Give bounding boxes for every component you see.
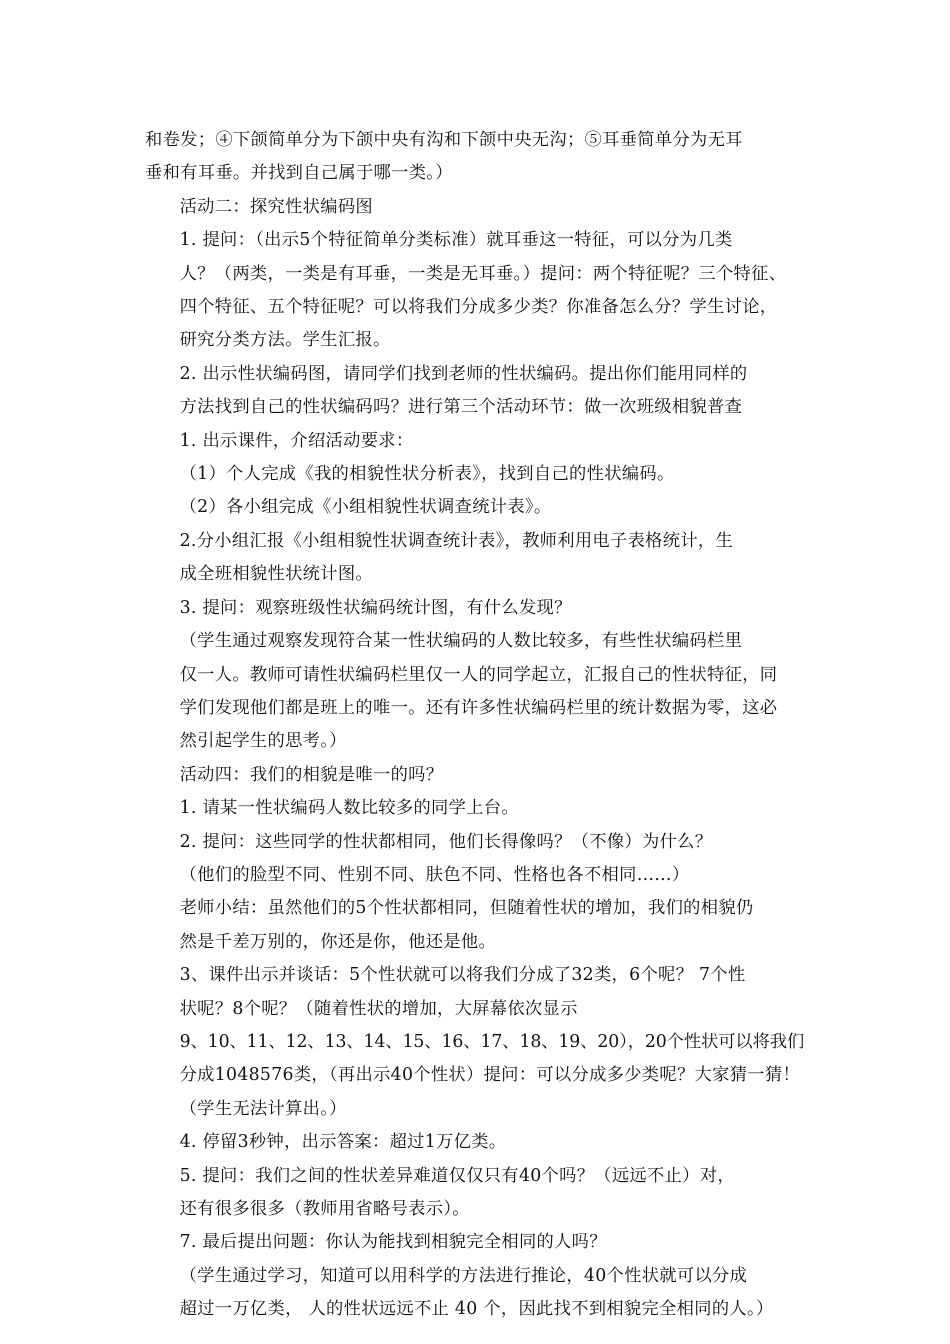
text-line: （学生通过学习，知道可以用科学的方法进行推论，40个性状就可以分成: [179, 1265, 748, 1286]
paragraph: [145, 358, 810, 425]
paragraph: [145, 1260, 810, 1327]
paragraph: [145, 592, 810, 625]
text-line: 超过一万亿类， 人的性状远远不止 40 个，因此找不到相貌完全相同的人。）: [179, 1299, 774, 1320]
text-line: 仅一人。教师可请性状编码栏里仅一人的同学起立，汇报自己的性状特征，同: [179, 664, 778, 685]
text-line: 四个特征、五个特征呢？可以将我们分成多少类？你准备怎么分？学生讨论，: [179, 297, 778, 318]
paragraph: [145, 1226, 810, 1259]
text-line: 还有很多很多（教师用省略号表示）。: [179, 1199, 470, 1219]
text-line: 活动二：探究性状编码图: [179, 196, 373, 217]
text-line: 老师小结：虽然他们的5个性状都相同，但随着性状的增加，我们的相貌仍: [179, 898, 754, 919]
paragraph: [145, 491, 810, 524]
text-line: （1）个人完成《我的相貌性状分析表》，找到自己的性状编码。: [179, 464, 675, 485]
text-line: 7. 最后提出问题：你认为能找到相貌完全相同的人吗？: [179, 1232, 607, 1253]
text-line: 9、10、11、12、13、14、15、16、17、18、19、20），20个性状可以将我们: [179, 1031, 805, 1052]
text-line: （2）各小组完成《小组相貌性状调查统计表》。: [179, 497, 552, 518]
paragraph: [145, 959, 810, 1126]
text-line: 和卷发；④下颌简单分为下颌中央有沟和下颌中央无沟；⑤耳垂简单分为无耳: [145, 130, 743, 150]
document-body: [145, 124, 810, 1327]
text-line: （学生无法计算出。）: [179, 1098, 347, 1119]
text-line: 研究分类方法。学生汇报。: [179, 330, 391, 351]
text-line: 状呢？8个呢？（随着性状的增加，大屏幕依次显示: [179, 998, 578, 1019]
text-line: 方法找到自己的性状编码吗？进行第三个活动环节：做一次班级相貌普查: [179, 397, 743, 418]
document-page: [145, 124, 810, 1327]
text-line: 3、课件出示并谈话：5个性状就可以将我们分成了32类，6个呢？ 7个性: [179, 965, 746, 986]
text-line: 人？（两类，一类是有耳垂，一类是无耳垂。）提问：两个特征呢？三个特征、: [179, 263, 787, 284]
paragraph: [145, 826, 810, 859]
text-line: 3. 提问：观察班级性状编码统计图，有什么发现？: [179, 597, 572, 618]
paragraph: [145, 458, 810, 491]
text-line: 1. 提问：（出示5个特征简单分类标准）就耳垂这一特征，可以分为几类: [179, 230, 733, 251]
text-line: 活动四：我们的相貌是唯一的吗？: [179, 764, 444, 785]
text-line: 学们发现他们都是班上的唯一。还有许多性状编码栏里的统计数据为零，这必: [179, 697, 778, 718]
paragraph: [145, 1126, 810, 1159]
text-line: 2.分小组汇报《小组相貌性状调查统计表》，教师利用电子表格统计，生: [179, 530, 734, 551]
text-line: 4. 停留3秒钟，出示答案：超过1万亿类。: [179, 1132, 507, 1153]
paragraph: [145, 425, 810, 458]
paragraph: [145, 224, 810, 358]
text-line: 2. 出示性状编码图，请同学们找到老师的性状编码。提出你们能用同样的: [179, 363, 748, 384]
text-line: 2. 提问：这些同学的性状都相同，他们长得像吗？（不像）为什么？: [179, 831, 713, 852]
text-line: 垂和有耳垂。并找到自己属于哪一类。）: [145, 163, 453, 184]
paragraph: [145, 859, 810, 892]
text-line: 5. 提问：我们之间的性状差异难道仅仅只有40个吗？（远远不止）对，: [179, 1165, 735, 1186]
text-line: 成全班相貌性状统计图。: [179, 564, 373, 585]
text-line: （他们的脸型不同、性别不同、肤色不同、性格也各不相同……）: [179, 864, 690, 885]
paragraph: [145, 625, 810, 759]
text-line: （学生通过观察发现符合某一性状编码的人数比较多，有些性状编码栏里: [179, 631, 743, 652]
paragraph: [145, 792, 810, 825]
text-line: 1. 请某一性状编码人数比较多的同学上台。: [179, 798, 519, 819]
paragraph: [145, 191, 810, 224]
text-line: 然是千差万别的，你还是你，他还是他。: [179, 931, 497, 952]
paragraph: [145, 759, 810, 792]
text-line: 分成1048576类，（再出示40个性状）提问：可以分成多少类呢？大家猜一猜！: [179, 1065, 801, 1086]
paragraph: [145, 124, 810, 191]
paragraph: [145, 1160, 810, 1227]
text-line: 然引起学生的思考。）: [179, 731, 347, 752]
text-line: 1. 出示课件，介绍活动要求：: [179, 430, 414, 451]
paragraph: [145, 525, 810, 592]
paragraph: [145, 892, 810, 959]
